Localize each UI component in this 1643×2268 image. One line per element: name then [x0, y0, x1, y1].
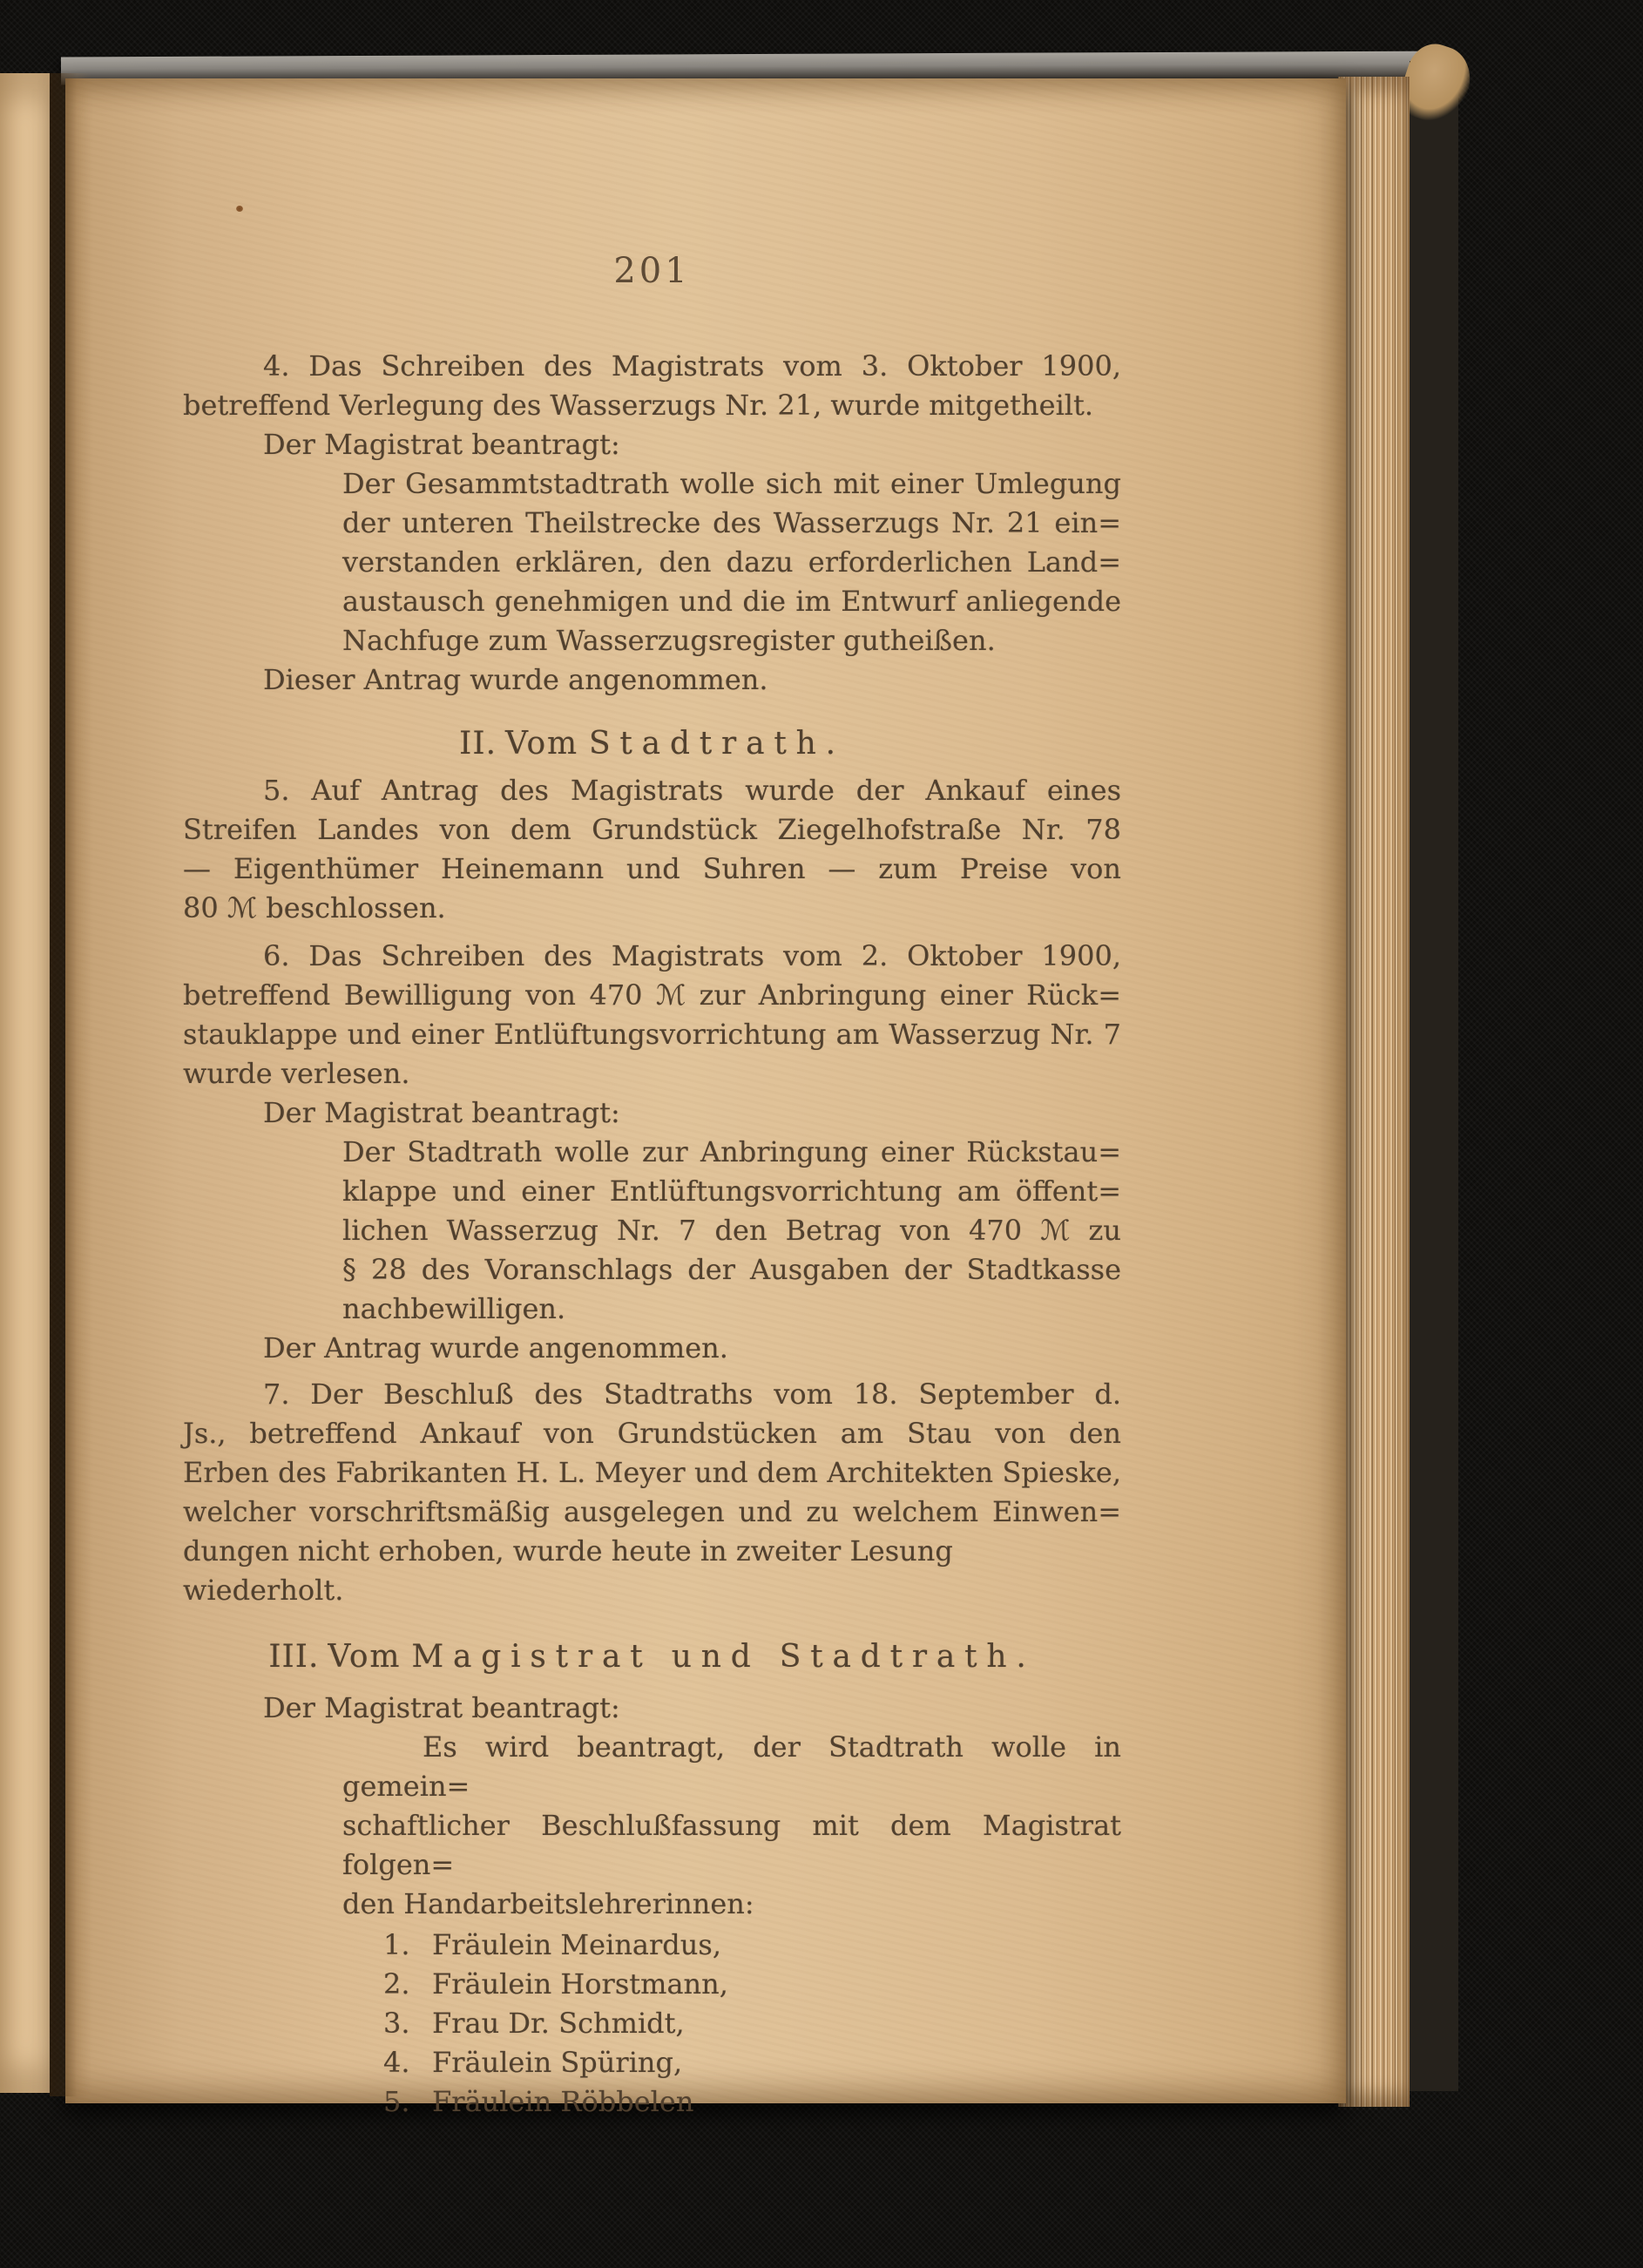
paragraph	[183, 1375, 1121, 1610]
text-line: lichen Wasserzug Nr. 7 den Betrag von 470 ℳ zu	[342, 1214, 1121, 1247]
text-line: Nachfuge zum Wasserzugsregister gutheißen.	[342, 624, 996, 657]
list-item-text: Fräulein Horstmann,	[432, 1967, 728, 2001]
text-line: nachbewilligen.	[342, 1292, 566, 1325]
text-line: schaftlicher Beschlußfassung mit dem Magistrat folgen=	[342, 1809, 1121, 1881]
heading-spaced: Magistrat und Stadtrath.	[411, 1639, 1036, 1675]
text-line: den Handarbeitslehrerinnen:	[342, 1887, 754, 1920]
text-line: — Eigenthümer Heinemann und Suhren — zum Preise von	[183, 852, 1121, 885]
text-line: Erben des Fabrikanten H. L. Meyer und dem Architekten Spieske,	[183, 1456, 1121, 1489]
text-line: Streifen Landes von dem Grundstück Ziegelhofstraße Nr. 78	[183, 813, 1121, 846]
text-line: welcher vorschriftsmäßig ausgelegen und zu welchem Einwen=	[183, 1495, 1121, 1528]
text-line: 80 ℳ beschlossen.	[183, 891, 446, 924]
paragraph	[183, 347, 1121, 425]
text-line: stauklappe und einer Entlüftungsvorrichtung am Wasserzug Nr. 7	[183, 1018, 1121, 1051]
list-item-text: Fräulein Röbbelen	[432, 2085, 694, 2118]
statement-line: Dieser Antrag wurde angenommen.	[263, 663, 768, 696]
statement-line: Der Magistrat beantragt:	[263, 428, 620, 461]
page-number: 201	[613, 251, 691, 291]
heading-numeral: II.	[459, 726, 497, 762]
text-line: der unteren Theilstrecke des Wasserzugs Nr. 21 ein=	[342, 506, 1121, 539]
heading-plain: Vom	[328, 1639, 402, 1675]
heading-spaced: Stadtrath.	[588, 726, 845, 762]
text-line: 7. Der Beschluß des Stadtraths vom 18. September d.	[263, 1378, 1121, 1411]
list-item	[383, 2082, 1121, 2122]
book-cover-right-edge	[1410, 61, 1458, 2091]
list-item-text: Frau Dr. Schmidt,	[432, 2007, 685, 2040]
text-line: § 28 des Voranschlags der Ausgaben der Stadtkasse	[342, 1253, 1121, 1286]
text-line: Der Gesammtstadtrath wolle sich mit einer Umlegung	[342, 467, 1121, 500]
text-line: austausch genehmigen und die im Entwurf anliegende	[342, 585, 1121, 618]
text-line: Der Stadtrath wolle zur Anbringung einer Rückstau=	[342, 1135, 1121, 1168]
list-item	[383, 1965, 1121, 2004]
blockquote	[342, 1728, 1121, 1924]
text-line: betreffend Verlegung des Wasserzugs Nr. 21, wurde mitgetheilt.	[183, 389, 1094, 422]
list-item-text: Fräulein Meinardus,	[432, 1928, 721, 1961]
blockquote	[342, 1133, 1121, 1329]
name-list	[183, 1926, 1121, 2122]
facing-page-edge	[0, 73, 50, 2093]
paragraph	[183, 771, 1121, 928]
statement-line: Der Magistrat beantragt:	[263, 1096, 620, 1129]
text-line: dungen nicht erhoben, wurde heute in zweiter Lesung wiederholt.	[183, 1534, 953, 1607]
list-item-number: 4.	[383, 2046, 410, 2079]
list-item-number: 2.	[383, 1967, 410, 2001]
heading-numeral: III.	[268, 1639, 320, 1675]
text-line: 4. Das Schreiben des Magistrats vom 3. Oktober 1900,	[263, 349, 1121, 383]
text-line: Es wird beantragt, der Stadtrath wolle in gemein=	[342, 1730, 1121, 1803]
list-item-number: 1.	[383, 1928, 410, 1961]
statement-line: Der Magistrat beantragt:	[263, 1691, 620, 1724]
section-heading	[183, 723, 1121, 765]
list-item-number: 5.	[383, 2085, 410, 2118]
ink-speck	[236, 206, 243, 212]
paragraph	[183, 937, 1121, 1093]
text-line: klappe und einer Entlüftungsvorrichtung am öffent=	[342, 1175, 1121, 1208]
page-stack-edge	[1338, 77, 1410, 2107]
text-line: 6. Das Schreiben des Magistrats vom 2. Oktober 1900,	[263, 939, 1121, 972]
book-page	[65, 78, 1346, 2118]
list-item-text: Fräulein Spüring,	[432, 2046, 683, 2079]
text-line: betreffend Bewilligung von 470 ℳ zur Anbringung einer Rück=	[183, 978, 1121, 1012]
page-text	[183, 347, 1121, 2122]
section-heading	[183, 1636, 1121, 1678]
list-item	[383, 2043, 1121, 2082]
text-line: 5. Auf Antrag des Magistrats wurde der Ankauf eines	[263, 774, 1121, 807]
heading-plain: Vom	[505, 726, 578, 762]
text-line: Js., betreffend Ankauf von Grundstücken am Stau von den	[183, 1417, 1121, 1450]
list-item	[383, 1926, 1121, 1965]
list-item	[383, 2004, 1121, 2043]
text-line: wurde verlesen.	[183, 1057, 410, 1090]
list-item-number: 3.	[383, 2007, 410, 2040]
text-line: verstanden erklären, den dazu erforderlichen Land=	[342, 545, 1121, 579]
blockquote	[342, 464, 1121, 660]
statement-line: Der Antrag wurde angenommen.	[263, 1331, 728, 1364]
gutter-shadow	[50, 73, 91, 2096]
